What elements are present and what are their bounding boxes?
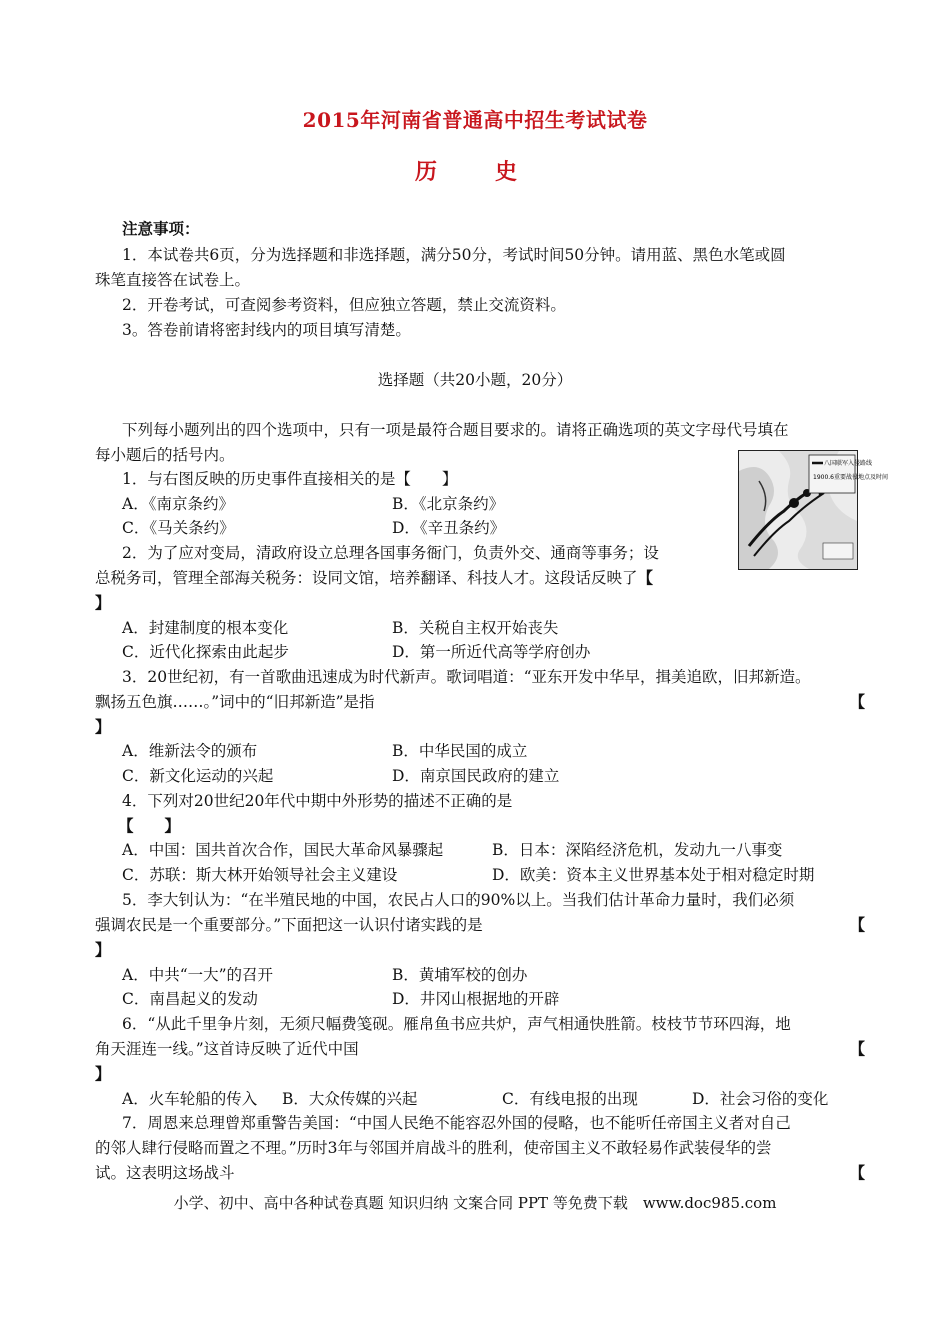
q6-options-row <box>122 1089 892 1109</box>
q4-option-b: B．日本：深陷经济危机，发动九一八事变 <box>492 841 783 859</box>
q3-option-d: D．南京国民政府的建立 <box>392 767 560 785</box>
q4-option-c: C．苏联：斯大林开始领导社会主义建设 <box>122 866 398 884</box>
q3-bracket-close: 】 <box>95 717 111 736</box>
q2-option-a: A．封建制度的根本变化 <box>122 619 289 637</box>
q2-stem-line-2: 总税务司，管理全部海关税务：设同文馆，培养翻译、科技人才。这段话反映了【 <box>95 568 654 587</box>
q3-options-row-2 <box>122 766 892 786</box>
q6-option-c: C．有线电报的出现 <box>502 1090 638 1108</box>
q4-options-row-2 <box>122 865 892 885</box>
exam-title: 2015年河南省普通高中招生考试试卷 <box>302 108 648 132</box>
q6-option-b: B．大众传媒的兴起 <box>282 1090 418 1108</box>
q1-option-a: A．《南京条约》 <box>122 495 234 513</box>
q1-stem: 1．与右图反映的历史事件直接相关的是【 】 <box>122 470 458 488</box>
q5-stem-line-2: 强调农民是一个重要部分。”下面把这一认识付诸实践的是 【 <box>95 915 865 934</box>
q2-stem-line-1: 2．为了应对变局，清政府设立总理各国事务衙门，负责外交、通商等事务；设 <box>122 544 659 562</box>
q1-option-c: C．《马关条约》 <box>122 519 235 537</box>
section-intro-line-1: 下列每小题列出的四个选项中，只有一项是最符合题目要求的。请将正确选项的英文字母代号填在 <box>122 421 789 439</box>
q4-option-d: D．欧美：资本主义世界基本处于相对稳定时期 <box>492 866 815 884</box>
q4-bracket: 【 】 <box>118 816 181 835</box>
map-legend-2: 1900.6重要战役地点及时间 <box>813 474 888 481</box>
note-2: 2．开卷考试，可查阅参考资料，但应独立答题，禁止交流资料。 <box>122 296 566 314</box>
q3-options-row-1 <box>122 741 892 761</box>
q6-option-a: A．火车轮船的传入 <box>122 1090 258 1108</box>
q6-stem-line-1: 6．“从此千里争片刻，无须尺幅费笺砚。雁帛鱼书应共炉，声气相通快胜箭。枝枝节节环四海，地 <box>122 1015 791 1033</box>
q5-option-a: A．中共“一大”的召开 <box>122 966 274 984</box>
q3-stem-line-1: 3．20世纪初，有一首歌曲迅速成为时代新声。歌词唱道：“亚东开发中华早，揖美追欧，旧邦新造。 <box>122 668 811 686</box>
note-1-line-2: 珠笔直接答在试卷上。 <box>95 271 251 289</box>
q4-option-a: A．中国：国共首次合作，国民大革命风暴骤起 <box>122 841 444 859</box>
q3-option-a: A．维新法令的颁布 <box>122 742 258 760</box>
q1-option-b: B．《北京条约》 <box>392 495 505 513</box>
q4-options-row-1 <box>122 840 892 860</box>
q2-bracket-close: 】 <box>95 593 111 612</box>
section-intro-line-2: 每小题后的括号内。 <box>95 446 235 464</box>
q1-options-row-1 <box>122 494 722 514</box>
map-legend-1: 八国联军入侵路线 <box>824 460 873 467</box>
q5-option-d: D．井冈山根据地的开辟 <box>392 990 560 1008</box>
q2-option-c: C．近代化探索由此起步 <box>122 643 289 661</box>
q3-option-c: C．新文化运动的兴起 <box>122 767 274 785</box>
q7-stem-line-3: 试。这表明这场战斗 【 <box>95 1163 865 1182</box>
q5-option-c: C．南昌起义的发动 <box>122 990 258 1008</box>
q2-option-d: D．第一所近代高等学府创办 <box>392 643 591 661</box>
q2-options-row-2 <box>122 642 892 662</box>
q5-bracket-close: 】 <box>95 940 111 959</box>
section-title: 选择题（共20小题，20分） <box>377 371 573 389</box>
q5-stem-line-1: 5．李大钊认为：“在半殖民地的中国，农民占人口的90%以上。当我们估计革命力量时，我们必须 <box>122 891 795 909</box>
q5-options-row-1 <box>122 965 892 985</box>
map-figure <box>739 451 888 569</box>
q6-option-d: D．社会习俗的变化 <box>692 1090 829 1108</box>
q2-option-b: B．关税自主权开始丧失 <box>392 619 559 637</box>
notes-heading: 注意事项： <box>122 219 200 238</box>
q6-bracket-close: 】 <box>95 1064 111 1083</box>
exam-subject: 历 史 <box>414 159 535 185</box>
q6-stem-line-2: 角天涯连一线。”这首诗反映了近代中国 【 <box>95 1039 865 1058</box>
note-3: 3。答卷前请将密封线内的项目填写清楚。 <box>122 321 411 339</box>
eight-nation-alliance-map <box>738 450 888 570</box>
q3-stem-line-2: 飘扬五色旗……。”词中的“旧邦新造”是指 【 <box>95 692 865 711</box>
q7-stem-line-1: 7．周恩来总理曾郑重警告美国：“中国人民绝不能容忍外国的侵略，也不能听任帝国主义者对自己 <box>122 1114 791 1132</box>
q1-options-row-2 <box>122 518 722 538</box>
note-1-line-1: 1．本试卷共6页，分为选择题和非选择题，满分50分，考试时间50分钟。请用蓝、黑色水笔或圆 <box>122 246 786 264</box>
page-footer: 小学、初中、高中各种试卷真题 知识归纳 文案合同 PPT 等免费下载 www.doc985.com <box>173 1194 777 1212</box>
q3-option-b: B．中华民国的成立 <box>392 742 528 760</box>
q7-stem-line-2: 的邻人肆行侵略而置之不理。”历时3年与邻国并肩战斗的胜利，使帝国主义不敢轻易作武装侵华的尝 <box>95 1139 772 1157</box>
q5-option-b: B．黄埔军校的创办 <box>392 966 528 984</box>
q2-options-row-1 <box>122 618 892 638</box>
q4-stem: 4．下列对20世纪20年代中期中外形势的描述不正确的是 <box>122 792 513 810</box>
q5-options-row-2 <box>122 989 892 1009</box>
q1-option-d: D．《辛丑条约》 <box>392 519 506 537</box>
